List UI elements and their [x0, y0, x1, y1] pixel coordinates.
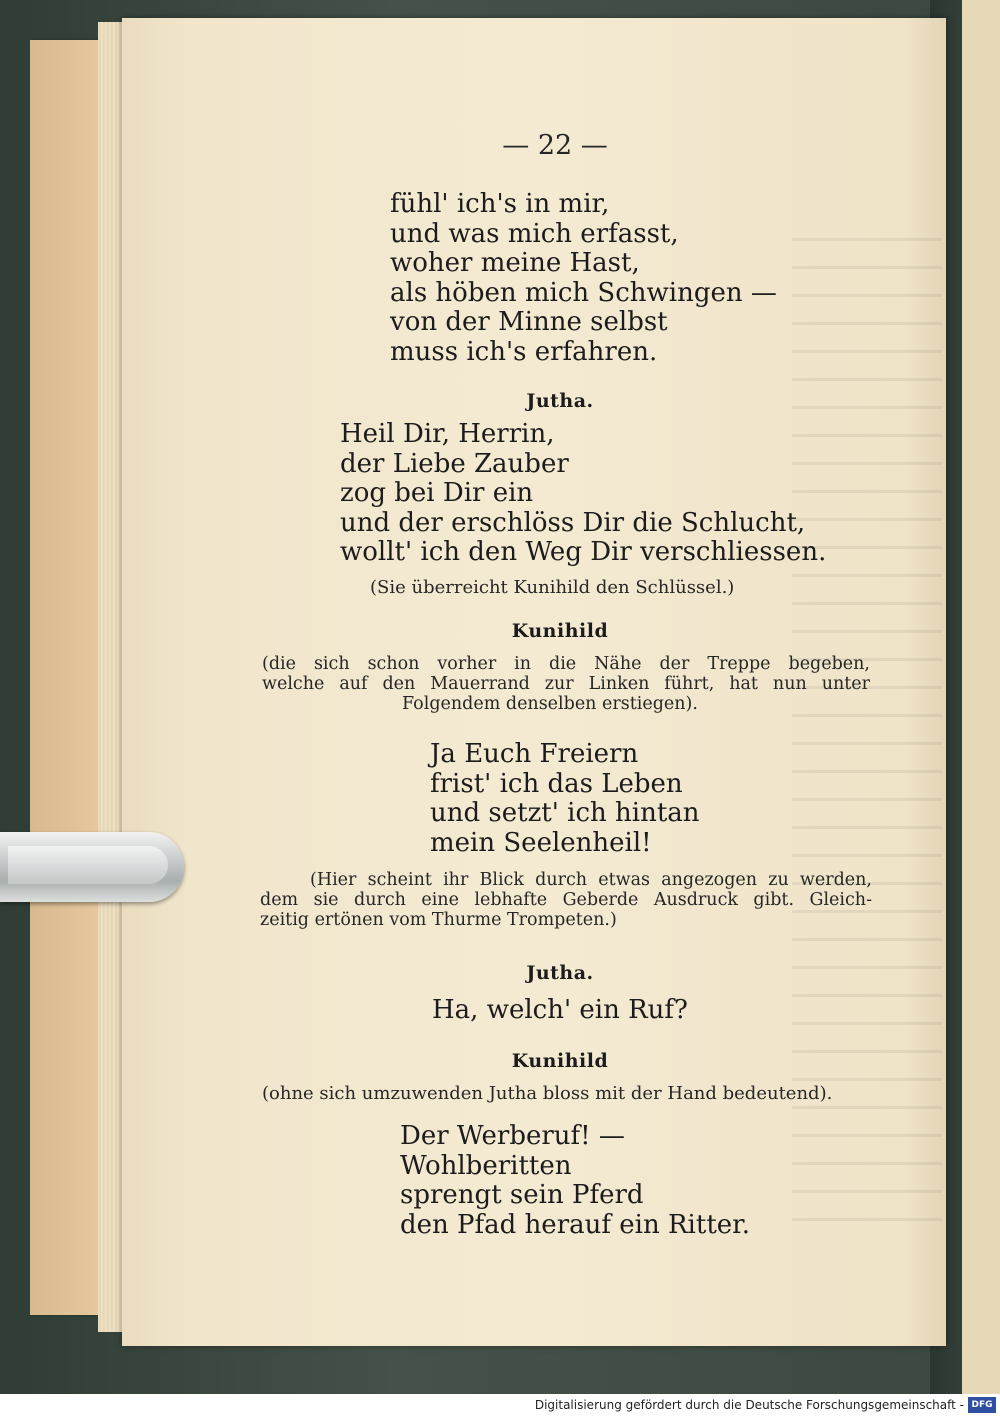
verse-line: zog bei Dir ein	[340, 478, 534, 508]
direction-line: (Hier scheint ihr Blick durch etwas angezogen zu werden,	[310, 870, 872, 890]
stanza-2	[340, 420, 826, 568]
facing-page-edge	[962, 0, 1000, 1400]
stanza-4	[400, 1122, 750, 1240]
page-clip	[0, 832, 184, 902]
direction-line: (die sich schon vorher in die Nähe der Treppe begeben,	[262, 654, 870, 674]
stage-direction-block	[260, 870, 872, 930]
stage-direction: (Sie überreicht Kunihild den Schlüssel.)	[370, 577, 735, 598]
verse-line: Wohlberitten	[400, 1150, 572, 1181]
verse-line: woher meine Hast,	[390, 248, 640, 278]
direction-line: welche auf den Mauerrand zur Linken führt, hat nun unter	[262, 674, 870, 694]
verse-line: und setzt' ich hintan	[430, 798, 700, 828]
verse-line: und was mich erfasst,	[390, 218, 679, 249]
verse-line: der Liebe Zauber	[340, 448, 569, 479]
stanza-3	[430, 740, 700, 858]
footer-bar	[0, 1394, 1000, 1417]
line-jutha	[432, 996, 688, 1026]
dfg-logo: DFG	[968, 1397, 996, 1413]
verse-line: als höben mich Schwingen —	[390, 277, 777, 308]
verse-line: frist' ich das Leben	[430, 768, 683, 799]
speaker-kunihild: Kunihild	[511, 1050, 609, 1072]
stanza-1	[390, 190, 777, 367]
verse-line: Der Werberuf! —	[400, 1121, 625, 1151]
speaker-kunihild: Kunihild	[511, 620, 609, 642]
stage-direction: (ohne sich umzuwenden Jutha bloss mit der Hand bedeutend).	[262, 1083, 833, 1104]
verse-line: sprengt sein Pferd	[400, 1180, 644, 1210]
page-number: — 22 —	[502, 130, 608, 161]
clip-highlight	[8, 846, 168, 884]
direction-line: Folgendem denselben erstiegen).	[402, 694, 698, 714]
verse-line: mein Seelenheil!	[430, 827, 652, 858]
verse-line: muss ich's erfahren.	[390, 336, 658, 367]
verse-line: Heil Dir, Herrin,	[340, 419, 555, 449]
verse-line: Ha, welch' ein Ruf?	[432, 995, 688, 1025]
speaker-jutha: Jutha.	[526, 962, 594, 984]
direction-line: zeitig ertönen vom Thurme Trompeten.)	[260, 910, 617, 930]
direction-line: dem sie durch eine lebhafte Geberde Ausdruck gibt. Gleich-	[260, 890, 872, 910]
verse-line: von der Minne selbst	[390, 307, 668, 337]
speaker-jutha: Jutha.	[526, 390, 594, 412]
verse-line: und der erschlöss Dir die Schlucht,	[340, 507, 806, 538]
verse-line: wollt' ich den Weg Dir verschliessen.	[340, 537, 827, 567]
verse-line: fühl' ich's in mir,	[390, 189, 610, 219]
footer-credit: Digitalisierung gefördert durch die Deutsche Forschungsgemeinschaft -	[534, 1398, 964, 1412]
stage-direction-block	[262, 654, 870, 714]
verse-line: den Pfad herauf ein Ritter.	[400, 1209, 750, 1240]
verse-line: Ja Euch Freiern	[430, 739, 639, 769]
